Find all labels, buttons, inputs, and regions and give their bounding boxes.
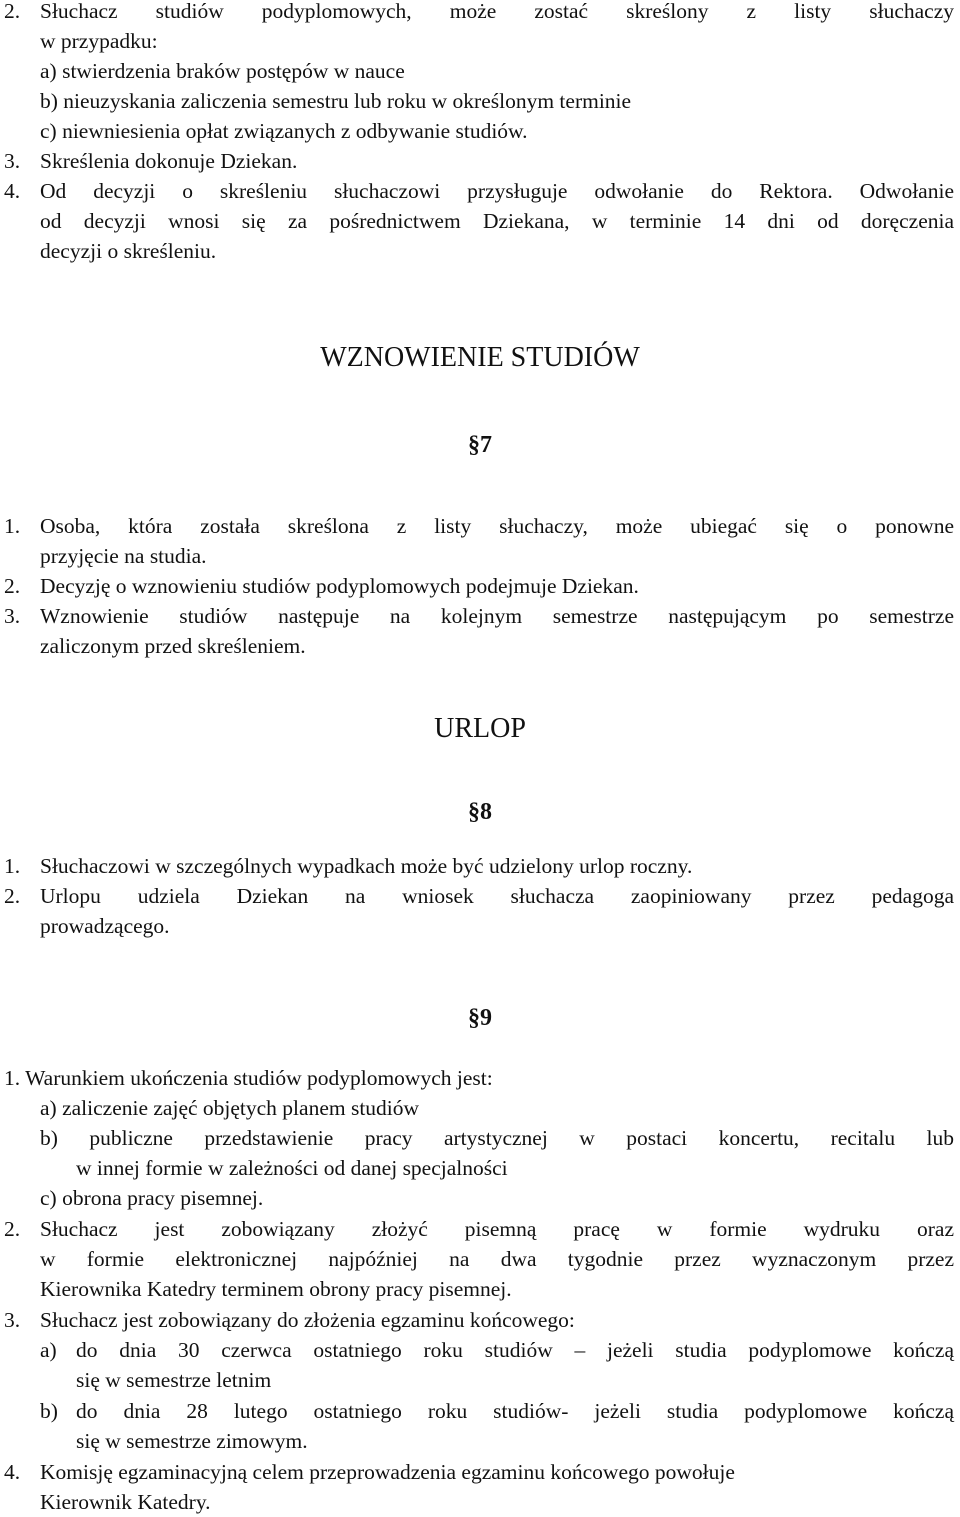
text-line: Urlopu udziela Dziekan na wniosek słuchacza zaopiniowany przez pedagoga — [40, 884, 954, 908]
paragraph-number: §7 — [468, 432, 492, 458]
section-heading: URLOP — [434, 713, 526, 744]
list-item: b) publiczne przedstawienie pracy artystycznej w postaci koncertu, recitalu lub — [40, 1126, 954, 1150]
item-number: 2. — [4, 1217, 21, 1241]
list-item: a) stwierdzenia braków postępów w nauce — [40, 59, 405, 83]
list-item: c) obrona pracy pisemnej. — [40, 1186, 264, 1210]
item-number: 2. — [4, 884, 21, 908]
text-line: Decyzję o wznowieniu studiów podyplomowych podejmuje Dziekan. — [40, 574, 639, 598]
text-line: od decyzji wnosi się za pośrednictwem Dziekana, w terminie 14 dni od doręczenia — [40, 209, 954, 233]
text-line: w przypadku: — [40, 29, 158, 53]
item-number: 2. — [4, 0, 21, 23]
text-line: Skreślenia dokonuje Dziekan. — [40, 149, 298, 173]
item-number: 2. — [4, 574, 21, 598]
list-item: do dnia 30 czerwca ostatniego roku studiów – jeżeli studia podyplomowe kończą — [76, 1338, 954, 1362]
text-line: 1. Warunkiem ukończenia studiów podyplomowych jest: — [4, 1066, 493, 1090]
list-item: c) niewniesienia opłat związanych z odbywanie studiów. — [40, 119, 528, 143]
text-line: Słuchacz jest zobowiązany złożyć pisemną pracę w formie wydruku oraz — [40, 1217, 954, 1241]
paragraph-number: §8 — [468, 799, 492, 825]
list-letter: a) — [40, 1338, 57, 1362]
text-line: Komisję egzaminacyjną celem przeprowadzenia egzaminu końcowego powołuje — [40, 1460, 735, 1484]
text-line: się w semestrze letnim — [76, 1368, 272, 1392]
section-heading: WZNOWIENIE STUDIÓW — [320, 342, 640, 373]
text-line: prowadzącego. — [40, 914, 170, 938]
text-line: przyjęcie na studia. — [40, 544, 207, 568]
text-line: w innej formie w zależności od danej specjalności — [76, 1156, 508, 1180]
text-line: decyzji o skreśleniu. — [40, 239, 217, 263]
item-number: 4. — [4, 1460, 21, 1484]
text-line: Wznowienie studiów następuje na kolejnym semestrze następującym po semestrze — [40, 604, 954, 628]
list-item: a) zaliczenie zajęć objętych planem studiów — [40, 1096, 420, 1120]
text-line: w formie elektronicznej najpóźniej na dwa tygodnie przez wyznaczonym przez — [40, 1247, 954, 1271]
paragraph-number: §9 — [468, 1005, 492, 1031]
item-number: 4. — [4, 179, 21, 203]
text-line: Kierownika Katedry terminem obrony pracy pisemnej. — [40, 1277, 512, 1301]
text-line: zaliczonym przed skreśleniem. — [40, 634, 306, 658]
item-number: 1. — [4, 854, 21, 878]
list-item: do dnia 28 lutego ostatniego roku studiów- jeżeli studia podyplomowe kończą — [76, 1399, 954, 1423]
text-line: Od decyzji o skreśleniu słuchaczowi przysługuje odwołanie do Rektora. Odwołanie — [40, 179, 954, 203]
text-line: się w semestrze zimowym. — [76, 1429, 308, 1453]
list-letter: b) — [40, 1399, 58, 1423]
item-number: 1. — [4, 514, 21, 538]
text-line: Słuchacz jest zobowiązany do złożenia egzaminu końcowego: — [40, 1308, 575, 1332]
item-number: 3. — [4, 604, 21, 628]
text-line: Słuchacz studiów podyplomowych, może zostać skreślony z listy słuchaczy — [40, 0, 954, 23]
text-line: Kierownik Katedry. — [40, 1490, 211, 1514]
text-line: Osoba, która została skreślona z listy słuchaczy, może ubiegać się o ponowne — [40, 514, 954, 538]
list-item: b) nieuzyskania zaliczenia semestru lub roku w określonym terminie — [40, 89, 632, 113]
item-number: 3. — [4, 1308, 21, 1332]
text-line: Słuchaczowi w szczególnych wypadkach może być udzielony urlop roczny. — [40, 854, 693, 878]
item-number: 3. — [4, 149, 21, 173]
